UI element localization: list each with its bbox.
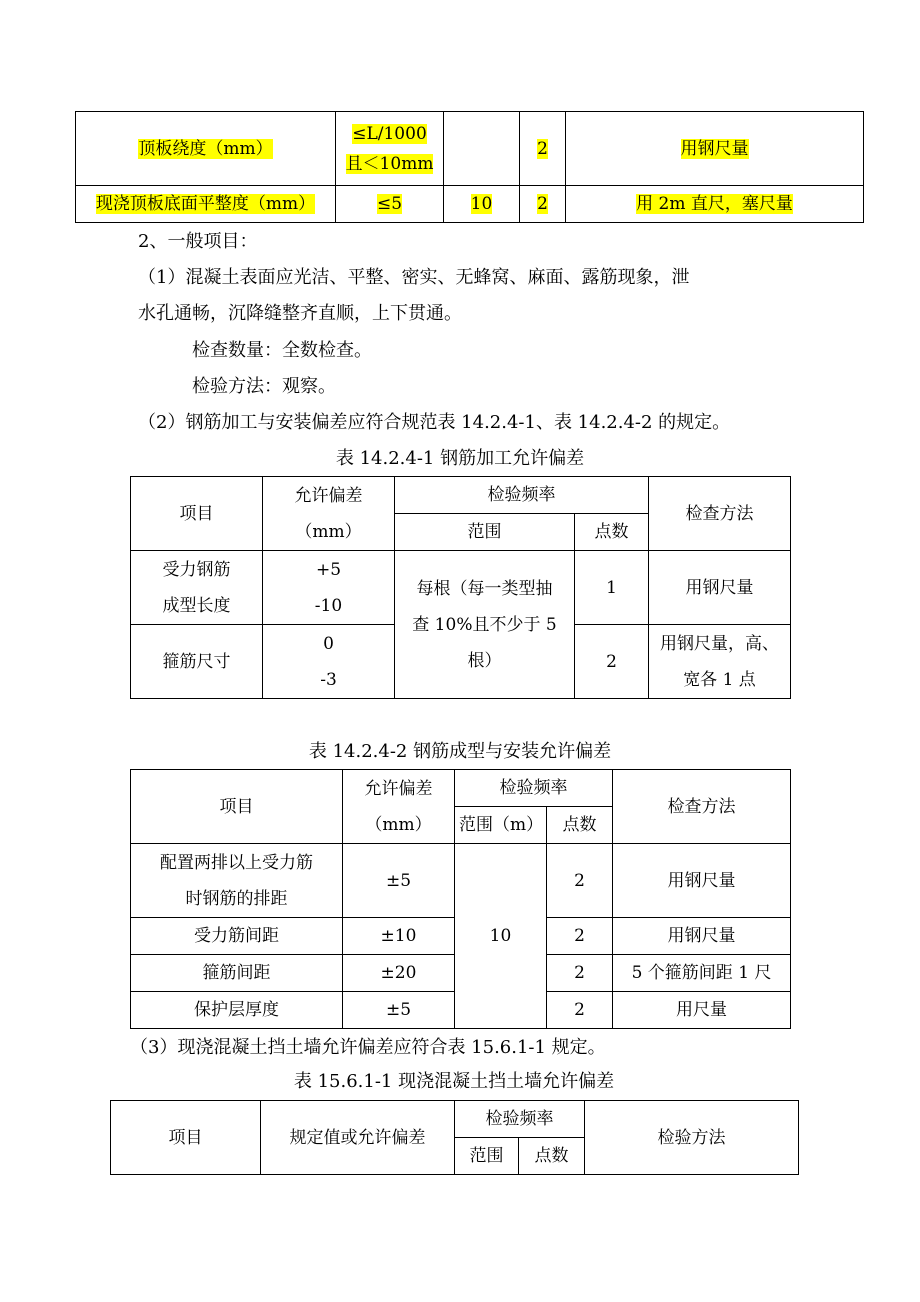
header-item: 项目 bbox=[131, 770, 343, 844]
cell-method: 用钢尺量 bbox=[613, 918, 791, 955]
cell-tolerance: ±10 bbox=[343, 918, 455, 955]
cell-points: 2 bbox=[547, 844, 613, 918]
cell-method: 用钢尺量 bbox=[566, 112, 864, 186]
cell-item: 受力钢筋 成型长度 bbox=[131, 551, 263, 625]
cell-tolerance: ±5 bbox=[343, 844, 455, 918]
cell-points: 2 bbox=[547, 992, 613, 1029]
cell-method: 用钢尺量 bbox=[613, 844, 791, 918]
header-tolerance: 允许偏差 （mm） bbox=[343, 770, 455, 844]
cell-tolerance: +5 -10 bbox=[263, 551, 395, 625]
cell-points: 1 bbox=[575, 551, 649, 625]
table-caption: 表 14.2.4-1 钢筋加工允许偏差 bbox=[335, 448, 585, 469]
table-caption: 表 15.6.1-1 现浇混凝土挡土墙允许偏差 bbox=[293, 1071, 615, 1092]
table-row bbox=[76, 186, 864, 223]
table-rebar-installation bbox=[130, 769, 791, 1029]
table-retaining-wall bbox=[110, 1100, 799, 1175]
table-header-row bbox=[111, 1101, 799, 1138]
header-method: 检查方法 bbox=[649, 477, 791, 551]
cell-item: 箍筋间距 bbox=[131, 955, 343, 992]
cell-range bbox=[444, 112, 520, 186]
paragraph-check-method: 检验方法：观察。 bbox=[192, 376, 336, 397]
header-range: 范围（m） bbox=[455, 807, 547, 844]
paragraph-item1-line1: （1）混凝土表面应光洁、平整、密实、无蜂窝、麻面、露筋现象，泄 bbox=[138, 267, 690, 288]
cell-points: 2 bbox=[547, 918, 613, 955]
header-item: 项目 bbox=[111, 1101, 261, 1175]
cell-method: 用钢尺量 bbox=[649, 551, 791, 625]
section-heading: 2、一般项目： bbox=[138, 231, 258, 252]
table-rebar-processing bbox=[130, 476, 791, 699]
cell-method: 用钢尺量，高、 宽各 1 点 bbox=[649, 625, 791, 699]
header-points: 点数 bbox=[575, 514, 649, 551]
cell-tolerance: ≤5 bbox=[336, 186, 444, 223]
cell-item: 顶板绕度（mm） bbox=[76, 112, 336, 186]
cell-tolerance: ±20 bbox=[343, 955, 455, 992]
cell-item: 现浇顶板底面平整度（mm） bbox=[76, 186, 336, 223]
paragraph-item2: （2）钢筋加工与安装偏差应符合规范表 14.2.4-1、表 14.2.4-2 的规定。 bbox=[138, 412, 731, 433]
header-range: 范围 bbox=[395, 514, 575, 551]
cell-points: 2 bbox=[575, 625, 649, 699]
cell-range: 10 bbox=[444, 186, 520, 223]
table-row bbox=[76, 112, 864, 186]
table-row bbox=[131, 844, 791, 918]
header-method: 检查方法 bbox=[613, 770, 791, 844]
header-points: 点数 bbox=[519, 1138, 585, 1175]
header-frequency: 检验频率 bbox=[455, 770, 613, 807]
cell-points: 2 bbox=[520, 112, 566, 186]
cell-range-merged: 每根（每一类型抽 查 10%且不少于 5 根） bbox=[395, 551, 575, 699]
cell-item: 箍筋尺寸 bbox=[131, 625, 263, 699]
cell-item: 保护层厚度 bbox=[131, 992, 343, 1029]
paragraph-check-quantity: 检查数量：全数检查。 bbox=[192, 340, 372, 361]
table-top bbox=[75, 111, 864, 223]
cell-method: 用尺量 bbox=[613, 992, 791, 1029]
cell-tolerance: ≤L/1000 且＜10mm bbox=[336, 112, 444, 186]
cell-points: 2 bbox=[520, 186, 566, 223]
header-item: 项目 bbox=[131, 477, 263, 551]
table-header-row bbox=[131, 477, 791, 514]
paragraph-item3: （3）现浇混凝土挡土墙允许偏差应符合表 15.6.1-1 规定。 bbox=[130, 1037, 606, 1058]
cell-method: 5 个箍筋间距 1 尺 bbox=[613, 955, 791, 992]
header-points: 点数 bbox=[547, 807, 613, 844]
header-frequency: 检验频率 bbox=[395, 477, 649, 514]
cell-item: 配置两排以上受力筋 时钢筋的排距 bbox=[131, 844, 343, 918]
header-tolerance: 允许偏差 （mm） bbox=[263, 477, 395, 551]
cell-range-merged: 10 bbox=[455, 844, 547, 1029]
cell-points: 2 bbox=[547, 955, 613, 992]
table-header-row bbox=[131, 770, 791, 807]
paragraph-item1-line2: 水孔通畅，沉降缝整齐直顺，上下贯通。 bbox=[138, 303, 462, 324]
table-row bbox=[131, 551, 791, 625]
header-tolerance: 规定值或允许偏差 bbox=[261, 1101, 455, 1175]
cell-tolerance: ±5 bbox=[343, 992, 455, 1029]
header-range: 范围 bbox=[455, 1138, 519, 1175]
cell-tolerance: 0 -3 bbox=[263, 625, 395, 699]
cell-item: 受力筋间距 bbox=[131, 918, 343, 955]
header-frequency: 检验频率 bbox=[455, 1101, 585, 1138]
header-method: 检验方法 bbox=[585, 1101, 799, 1175]
cell-method: 用 2m 直尺，塞尺量 bbox=[566, 186, 864, 223]
table-caption: 表 14.2.4-2 钢筋成型与安装允许偏差 bbox=[308, 741, 612, 762]
